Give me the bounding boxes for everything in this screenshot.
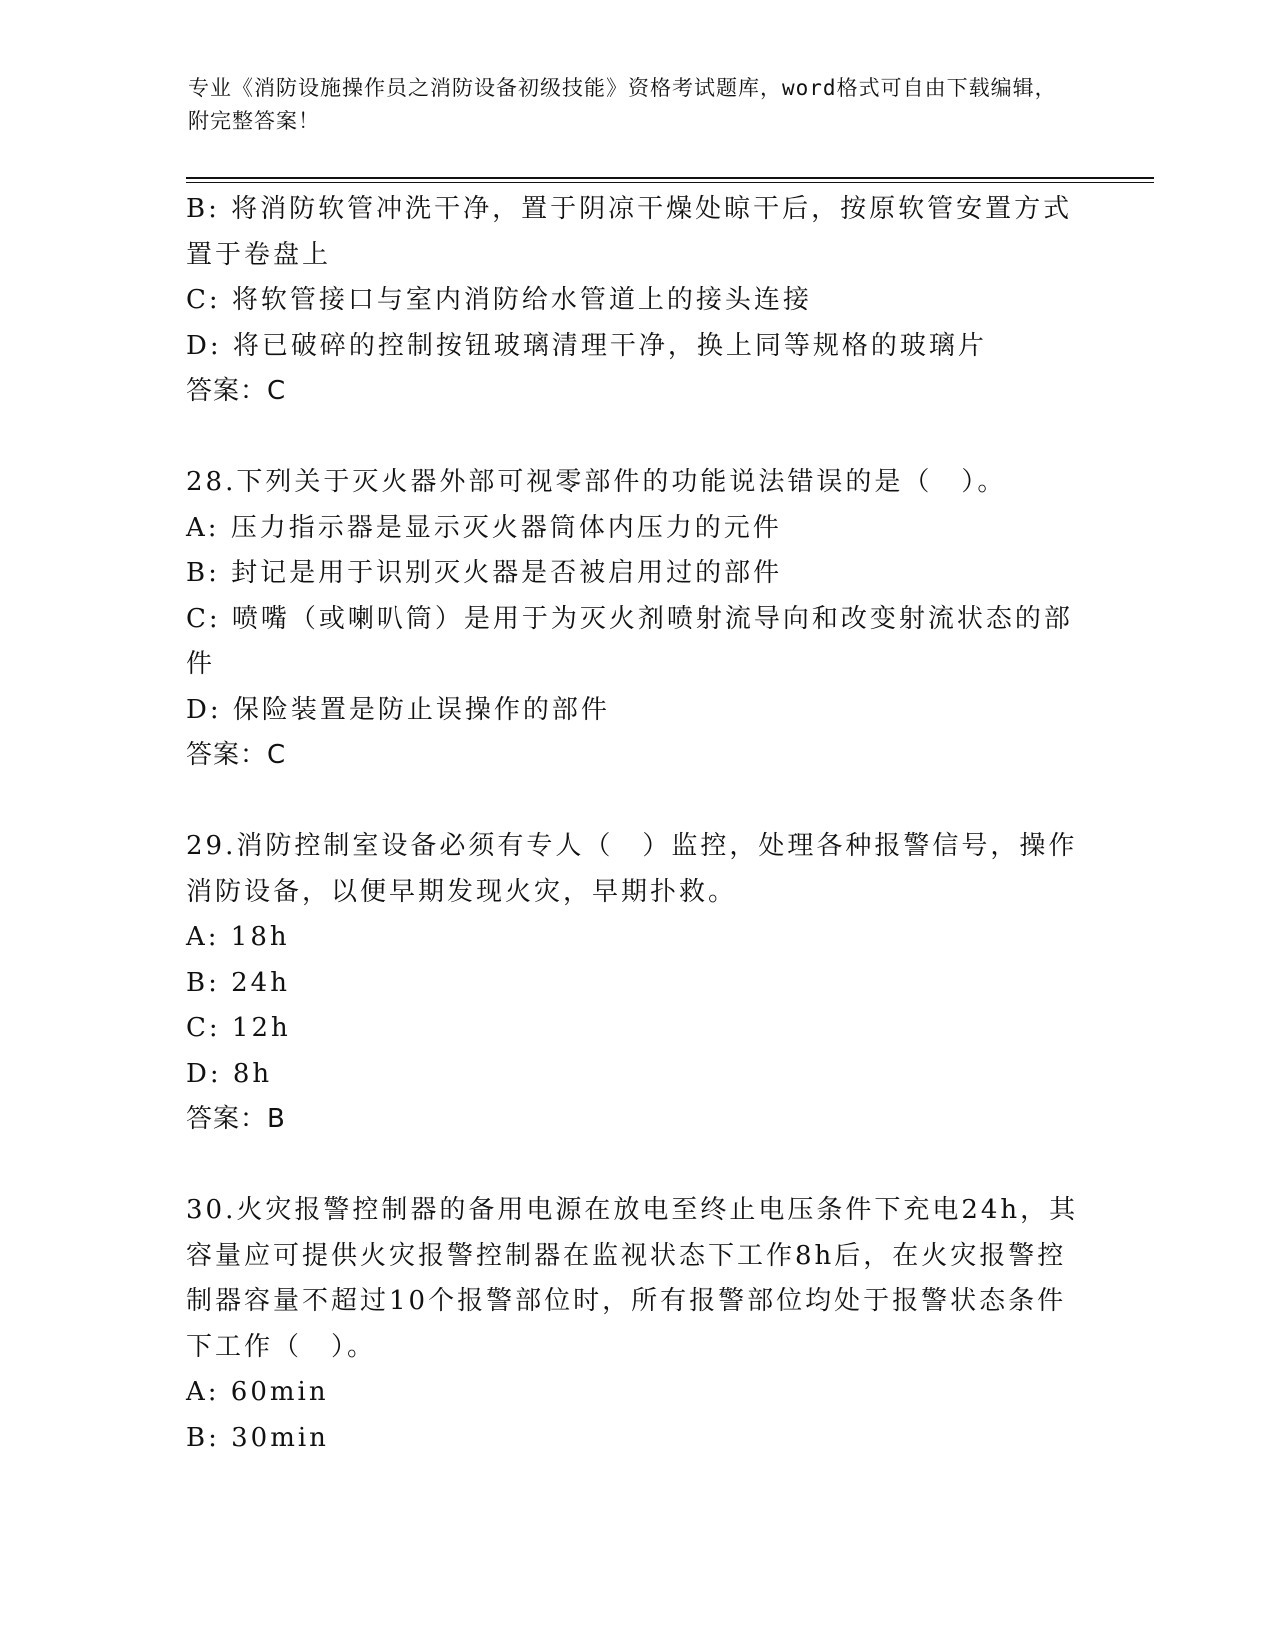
question-stem: 28.下列关于灭火器外部可视零部件的功能说法错误的是（ ）。 xyxy=(186,467,1007,497)
document-body xyxy=(186,187,1086,1461)
option-a: A: 压力指示器是显示灭火器筒体内压力的元件 xyxy=(186,512,782,543)
question-29 xyxy=(186,824,1086,1143)
question-continued xyxy=(186,187,1086,415)
answer-line: 答案：C xyxy=(186,376,287,406)
option-c: C: 将软管接口与室内消防给水管道上的接头连接 xyxy=(186,285,812,315)
page-header: 专业《消防设施操作员之消防设备初级技能》资格考试题库，word格式可自由下载编辑，附完整答案！ xyxy=(188,76,1057,133)
option-c: C: 12h xyxy=(186,1013,291,1043)
question-28 xyxy=(186,460,1086,779)
option-c: C: 喷嘴（或喇叭筒）是用于为灭火剂喷射流导向和改变射流状态的部件 xyxy=(186,603,1073,679)
answer-line: 答案：B xyxy=(186,1104,286,1134)
answer-line: 答案：C xyxy=(186,740,287,770)
spacer xyxy=(186,1143,1086,1189)
spacer xyxy=(186,415,1086,461)
question-stem: 29.消防控制室设备必须有专人（ ）监控，处理各种报警信号，操作消防设备，以便早期发现火灾，早期扑救。 xyxy=(186,831,1078,907)
question-30 xyxy=(186,1188,1086,1461)
option-a: A: 60min xyxy=(186,1377,329,1407)
option-b: B: 封记是用于识别灭火器是否被启用过的部件 xyxy=(186,558,783,588)
option-b: B: 24h xyxy=(186,967,290,998)
option-d: D: 8h xyxy=(186,1058,273,1089)
question-stem: 30.火灾报警控制器的备用电源在放电至终止电压条件下充电24h，其容量应可提供火灾报警控制器在监视状态下工作8h后，在火灾报警控制器容量不超过10个报警部位时，所有报警部位均处于报警状态条件下工作（ ）。 xyxy=(186,1195,1079,1362)
spacer xyxy=(186,779,1086,825)
option-d: D: 保险装置是防止误操作的部件 xyxy=(186,694,610,725)
option-b: B: 30min xyxy=(186,1422,329,1453)
option-a: A: 18h xyxy=(186,922,290,952)
header-divider xyxy=(186,177,1154,183)
option-d: D: 将已破碎的控制按钮玻璃清理干净，换上同等规格的玻璃片 xyxy=(186,330,987,361)
option-b: B: 将消防软管冲洗干净，置于阴凉干燥处晾干后，按原软管安置方式置于卷盘上 xyxy=(186,194,1073,270)
